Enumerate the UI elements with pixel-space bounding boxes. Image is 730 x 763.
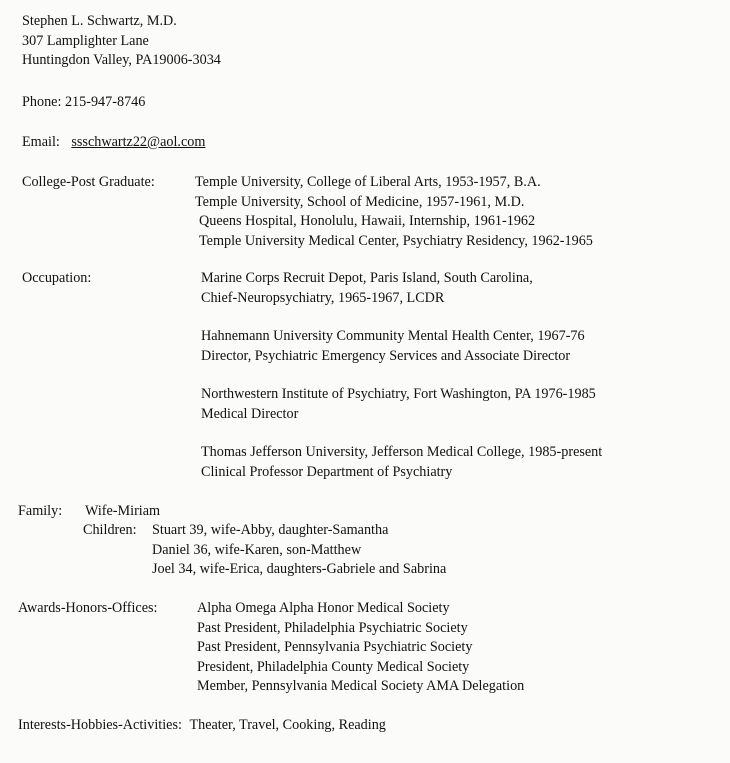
education-label: College-Post Graduate: — [22, 174, 155, 190]
address-line-2: Huntingdon Valley, PA19006-3034 — [22, 52, 221, 68]
family-label: Family: — [18, 503, 63, 519]
email-line — [22, 133, 205, 153]
occupation-line: Marine Corps Recruit Depot, Paris Island, South Carolina, — [201, 270, 533, 286]
award-item: Past President, Pennsylvania Psychiatric Society — [197, 639, 473, 655]
phone-line — [22, 93, 145, 113]
occupation-line: Medical Director — [201, 405, 299, 422]
occupation-entry — [201, 269, 533, 308]
occupation-line: Thomas Jefferson University, Jefferson Medical College, 1985-present — [201, 444, 603, 460]
awards-label: Awards-Honors-Offices: — [18, 600, 158, 616]
header-block — [22, 12, 221, 71]
award-item: Alpha Omega Alpha Honor Medical Society — [197, 600, 450, 616]
children-list — [152, 521, 446, 580]
children-label: Children: — [83, 522, 137, 538]
child-item: Joel 34, wife-Erica, daughters-Gabriele and Sabrina — [152, 561, 447, 577]
award-item: Member, Pennsylvania Medical Society AMA Delegation — [197, 678, 525, 694]
education-list — [195, 173, 593, 251]
interests-line — [18, 716, 386, 736]
education-item: Queens Hospital, Honolulu, Hawaii, Internship, 1961-1962 — [199, 213, 536, 229]
address-line-1: 307 Lamplighter Lane — [22, 32, 149, 49]
education-item: Temple University, School of Medicine, 1957-1961, M.D. — [195, 193, 525, 210]
occupation-entry — [201, 327, 585, 366]
occupation-line: Clinical Professor Department of Psychiatry — [201, 463, 453, 480]
person-name: Stephen L. Schwartz, M.D. — [22, 13, 177, 29]
awards-list — [197, 599, 524, 697]
education-item: Temple University Medical Center, Psychiatry Residency, 1962-1965 — [199, 232, 593, 249]
occupation-label: Occupation: — [22, 270, 92, 286]
email-link[interactable]: ssschwartz22@aol.com — [71, 134, 206, 150]
child-item: Daniel 36, wife-Karen, son-Matthew — [152, 541, 362, 558]
occupation-entry — [201, 385, 596, 424]
occupation-line: Hahnemann University Community Mental Health Center, 1967-76 — [201, 328, 585, 344]
family-wife: Wife-Miriam — [85, 503, 161, 519]
occupation-line: Chief-Neuropsychiatry, 1965-1967, LCDR — [201, 289, 445, 306]
award-item: President, Philadelphia County Medical Society — [197, 658, 470, 675]
occupation-line: Director, Psychiatric Emergency Services and Associate Director — [201, 347, 571, 364]
interests-value: Theater, Travel, Cooking, Reading — [189, 717, 386, 733]
interests-label: Interests-Hobbies-Activities: — [18, 717, 182, 733]
education-item: Temple University, College of Liberal Arts, 1953-1957, B.A. — [195, 174, 541, 190]
occupation-line: Northwestern Institute of Psychiatry, Fort Washington, PA 1976-1985 — [201, 386, 596, 402]
award-item: Past President, Philadelphia Psychiatric Society — [197, 619, 468, 636]
phone-text: Phone: 215-947-8746 — [22, 94, 146, 110]
email-label: Email: — [22, 134, 60, 150]
child-item: Stuart 39, wife-Abby, daughter-Samantha — [152, 522, 389, 538]
occupation-entry — [201, 443, 602, 482]
